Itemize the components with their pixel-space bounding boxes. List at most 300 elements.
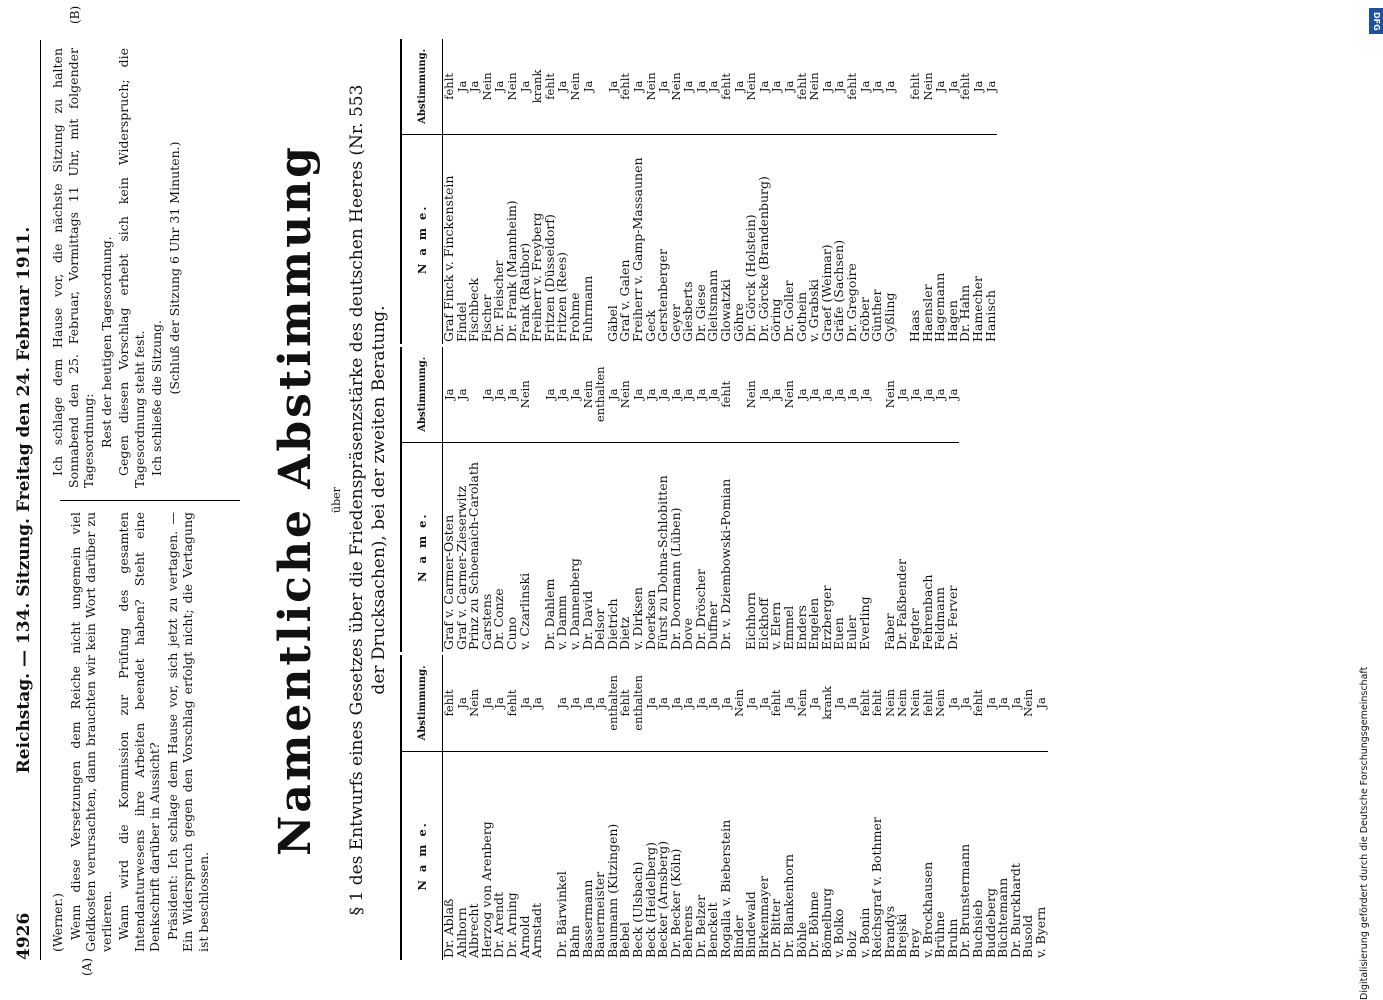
member-name: Gräfe (Sachsen)	[831, 239, 847, 342]
member-vote: Nein	[796, 655, 809, 751]
member-vote: Ja	[657, 347, 670, 442]
paragraph: Gegen diesen Vorschlag erhebt sich kein Widerspruch; die Tagesordnung steht fest.	[116, 48, 147, 488]
member-name: Dr. Arendt	[491, 891, 507, 958]
member-vote: fehlt	[720, 39, 733, 134]
member-vote: fehlt	[619, 655, 632, 751]
member-name: Böhle	[793, 921, 809, 958]
member-name: Bömelburg	[818, 888, 834, 958]
member-vote: Ja	[443, 347, 456, 442]
member-vote: Ja	[758, 655, 771, 751]
vote-header: Abstimmung.	[401, 655, 443, 751]
member-vote: Nein	[619, 347, 632, 442]
member-vote: Ja	[632, 39, 645, 134]
member-name: Brandys	[881, 905, 897, 958]
member-name: Herzog von Arenberg	[478, 821, 494, 958]
member-vote: Ja	[493, 347, 506, 442]
member-vote: Ja	[607, 347, 620, 442]
member-vote: Ja	[645, 655, 658, 751]
member-vote: Ja	[922, 347, 935, 442]
member-name: Benckelt	[705, 902, 721, 958]
member-name: Brühne	[932, 911, 948, 958]
member-vote: enthalten	[607, 655, 620, 751]
member-name: Gerstenberger	[655, 249, 671, 342]
member-vote: fehlt	[619, 39, 632, 134]
member-name: Buddeberg	[982, 887, 998, 958]
section-title: Namentliche Abstimmung	[270, 144, 321, 856]
member-name: Fischer	[478, 294, 494, 342]
member-vote: Ja	[972, 39, 985, 134]
member-name: Dr. Dröscher	[692, 569, 708, 650]
member-vote: Ja	[456, 39, 469, 134]
member-name: Fehrenbach	[919, 574, 935, 650]
vote-row	[934, 655, 947, 960]
column-divider	[60, 500, 240, 501]
member-vote: Ja	[544, 347, 557, 442]
member-vote: Ja	[569, 655, 582, 751]
member-name: Bauermeister	[592, 871, 608, 958]
member-vote: Nein	[934, 655, 947, 751]
member-vote: fehlt	[544, 39, 557, 134]
member-name: Carstens	[478, 593, 494, 650]
member-name: Rogalla v. Bieberstein	[718, 819, 734, 958]
member-vote: enthalten	[632, 655, 645, 751]
member-vote: Nein	[569, 39, 582, 134]
vote-row	[519, 347, 532, 652]
member-vote: Nein	[896, 655, 909, 751]
member-vote: Ja	[909, 347, 922, 442]
member-name: Becker (Arnsberg)	[655, 840, 671, 958]
member-vote: fehlt	[506, 655, 519, 751]
member-name: v. Bonin	[856, 907, 872, 958]
member-name: Dr. Bitter	[768, 898, 784, 958]
member-vote: Ja	[859, 347, 872, 442]
member-name: Dove	[680, 617, 696, 650]
member-vote: Ja	[456, 655, 469, 751]
member-vote: fehlt	[959, 39, 972, 134]
member-name: Fischbeck	[466, 277, 482, 342]
member-name: Dr. Brunstermann	[957, 843, 973, 958]
member-name: Graf v. Carmer-Zieserwitz	[453, 485, 469, 650]
member-vote: Ja	[985, 39, 998, 134]
member-vote: fehlt	[720, 347, 733, 442]
member-name: v. Dannenberg	[566, 558, 582, 650]
member-vote: Ja	[468, 39, 481, 134]
member-name: Göring	[768, 298, 784, 342]
member-name: Dr. Görcke (Brandenburg)	[755, 176, 771, 342]
member-vote: fehlt	[443, 39, 456, 134]
member-vote: Nein	[506, 39, 519, 134]
member-name: Dr. Ablaß	[441, 898, 456, 958]
member-vote: fehlt	[922, 655, 935, 751]
member-vote: Nein	[582, 347, 595, 442]
member-name: Dietrich	[604, 598, 620, 650]
member-name: Dr. Gregoire	[844, 263, 859, 342]
header-rule	[40, 40, 41, 960]
member-name: Dr. Burckhardt	[1007, 863, 1023, 958]
member-name: Haensler	[919, 284, 935, 342]
member-name: Doerksen	[642, 589, 658, 650]
member-name: v. Damm	[554, 595, 570, 650]
member-vote: fehlt	[871, 655, 884, 751]
member-name: v. Czarlinski	[516, 572, 532, 650]
running-title: Reichstag. — 134. Sitzung. Freitag den 24. Februar 1911.	[14, 226, 34, 774]
member-vote: Nein	[519, 347, 532, 442]
member-name: Frohme	[566, 292, 582, 342]
member-name: Dr. Fleischer	[491, 260, 507, 342]
member-name: Hagen	[944, 300, 960, 342]
vote-row	[720, 39, 733, 344]
member-name: Bahn	[566, 925, 582, 958]
member-name: Binder	[730, 915, 746, 958]
member-vote: Nein	[884, 655, 897, 751]
member-vote: Ja	[519, 655, 532, 751]
member-name: Arnstadt	[529, 903, 545, 958]
member-vote: Ja	[1035, 655, 1048, 751]
member-name: Prinz zu Schoenaich-Carolath	[466, 462, 482, 650]
member-name: Enders	[793, 605, 809, 650]
member-vote: Ja	[770, 39, 783, 134]
member-vote: Nein	[922, 39, 935, 134]
paragraph: (Schluß der Sitzung 6 Uhr 31 Minuten.)	[166, 141, 182, 395]
member-vote: Ja	[682, 347, 695, 442]
member-name: Hamecher	[969, 275, 985, 342]
section-ueber: über	[330, 487, 343, 513]
member-vote: Nein	[909, 655, 922, 751]
member-name: Bebel	[617, 922, 633, 958]
member-name: Dietz	[617, 616, 633, 650]
member-name: Findel	[453, 301, 469, 342]
member-name: v. Elern	[768, 601, 784, 650]
member-vote: fehlt	[796, 39, 809, 134]
vote-row	[443, 39, 456, 344]
right-prose-column	[50, 48, 184, 488]
member-vote: Ja	[657, 655, 670, 751]
member-vote: Ja	[871, 39, 884, 134]
vote-header: Abstimmung.	[401, 347, 443, 442]
vote-row	[871, 347, 884, 652]
member-name: Dr. Goller	[781, 280, 797, 342]
member-vote: Ja	[582, 655, 595, 751]
member-name: v. Grabski	[806, 279, 822, 342]
member-name: Graef (Weimar)	[818, 244, 834, 342]
member-vote: Nein	[481, 39, 494, 134]
member-name: Birkenmayer	[755, 876, 771, 958]
member-name: Fürst zu Dohna-Schlobitten	[655, 475, 671, 650]
member-vote: Ja	[846, 347, 859, 442]
member-vote: Ja	[632, 347, 645, 442]
member-name: Brejski	[894, 913, 910, 958]
member-name: Fegter	[906, 608, 922, 650]
member-name: Geyer	[667, 304, 683, 342]
vote-table-2	[400, 347, 959, 652]
member-name: Faber	[881, 613, 897, 650]
member-name: Arnold	[516, 915, 532, 958]
name-header: N a m e.	[401, 134, 443, 344]
name-header: N a m e.	[401, 442, 443, 652]
member-name: Gyßling	[881, 292, 897, 342]
member-vote: Ja	[884, 39, 897, 134]
member-vote: Ja	[745, 655, 758, 751]
member-vote: Ja	[859, 39, 872, 134]
member-name: Albrecht	[466, 903, 482, 958]
member-vote: Nein	[745, 39, 758, 134]
member-vote: Ja	[695, 655, 708, 751]
member-vote: Ja	[657, 39, 670, 134]
member-name: Dr. Becker (Köln)	[667, 848, 683, 958]
member-vote: Ja	[934, 347, 947, 442]
member-vote: Ja	[808, 347, 821, 442]
member-vote: Ja	[947, 39, 960, 134]
vote-row	[594, 39, 607, 344]
vote-row	[1035, 655, 1048, 960]
member-name: Dr. Arning	[503, 892, 519, 958]
member-vote: Ja	[833, 655, 846, 751]
member-vote: Ja	[481, 347, 494, 442]
vote-row	[884, 39, 897, 344]
member-vote: Ja	[821, 39, 834, 134]
member-name: v. Bolko	[831, 908, 847, 958]
member-vote: Ja	[556, 655, 569, 751]
member-name: Dr. Belzer	[692, 894, 708, 958]
member-vote: Ja	[670, 347, 683, 442]
member-vote: Nein	[1022, 655, 1035, 751]
member-vote: Ja	[493, 39, 506, 134]
member-vote: enthalten	[594, 347, 607, 442]
member-name: Fritzen (Rees)	[554, 251, 570, 342]
paragraph: Wann wird die Kommission zur Prüfung des gesamten Intendanturwesens ihre Arbeiten beendet haben? Steht eine Denkschrift darüber in Aussicht?	[116, 512, 162, 952]
member-vote: Nein	[670, 39, 683, 134]
member-name: Brey	[906, 928, 922, 958]
member-name: Emmel	[781, 605, 797, 650]
member-name: Euen	[831, 617, 847, 650]
vote-row	[859, 347, 872, 652]
vote-row	[985, 39, 998, 344]
member-name: Dr. David	[579, 590, 595, 650]
member-name: Gleitsmann	[705, 269, 721, 342]
member-vote: Ja	[519, 39, 532, 134]
member-name: Ahlhorn	[453, 907, 469, 958]
member-vote: Ja	[833, 39, 846, 134]
member-vote: Ja	[707, 39, 720, 134]
member-vote: Ja	[695, 347, 708, 442]
member-vote: Ja	[594, 655, 607, 751]
member-vote: Ja	[531, 655, 544, 751]
member-name: Graf v. Carmer-Osten	[441, 514, 456, 650]
member-vote: krank	[821, 655, 834, 751]
paragraph: Ich schließe die Sitzung.	[149, 319, 164, 476]
member-name: Hanisch	[982, 290, 998, 342]
member-vote: Nein	[808, 39, 821, 134]
paragraph: Ich schlage dem Hause vor, die nächste Sitzung zu halten Sonnabend den 25. Februar, Vormittags 11 Uhr, mit folgender Tagesordnung:	[50, 48, 96, 488]
member-name: Gäbel	[604, 305, 620, 342]
member-vote: Ja	[582, 39, 595, 134]
vote-table-3	[400, 39, 997, 344]
member-vote: Ja	[846, 655, 859, 751]
member-vote: krank	[531, 39, 544, 134]
member-name: Baumann (Kitzingen)	[604, 823, 620, 958]
member-vote: Nein	[468, 655, 481, 751]
margin-mark-a: (A)	[80, 957, 94, 976]
member-vote: Ja	[481, 655, 494, 751]
member-vote: Ja	[607, 39, 620, 134]
paragraph: Präsident: Ich schlage dem Hause vor, sich jetzt zu vertagen. — Ein Widerspruch gegen den Vorschlag erfolgt nicht; die Vertagung ist beschlossen.	[164, 512, 211, 952]
member-vote	[468, 347, 481, 442]
member-name: Dr. Giese	[692, 284, 708, 342]
member-vote: Ja	[997, 655, 1010, 751]
member-vote: Ja	[682, 39, 695, 134]
member-name: Frank (Ratibor)	[516, 242, 532, 342]
margin-mark-b: (B)	[68, 5, 82, 24]
member-name: Geck	[642, 310, 658, 342]
member-vote: fehlt	[909, 39, 922, 134]
vote-row	[783, 655, 796, 960]
member-vote: Ja	[707, 655, 720, 751]
member-vote	[594, 39, 607, 134]
member-vote: Ja	[833, 347, 846, 442]
member-vote: Ja	[947, 347, 960, 442]
member-name: Cuno	[503, 616, 519, 650]
member-vote: Ja	[695, 39, 708, 134]
member-vote: Ja	[707, 347, 720, 442]
member-vote: Ja	[670, 655, 683, 751]
member-vote: Nein	[884, 347, 897, 442]
member-name: Beck (Heidelberg)	[642, 842, 658, 958]
speaker-note: (Werner.)	[50, 893, 65, 952]
member-name: Reichsgraf v. Bothmer	[869, 817, 885, 958]
member-name: Büchtemann	[995, 877, 1011, 958]
member-vote	[531, 347, 544, 442]
member-vote: Ja	[758, 347, 771, 442]
member-vote: Ja	[645, 347, 658, 442]
member-name: Duffner	[705, 601, 721, 650]
member-vote: Ja	[720, 655, 733, 751]
member-vote: Ja	[1010, 655, 1023, 751]
member-name: Dr. Frank (Mannheim)	[503, 200, 519, 342]
member-name: Dr. Blankenhorn	[781, 854, 797, 958]
member-name: Erzberger	[818, 585, 834, 650]
member-vote: Ja	[821, 347, 834, 442]
member-vote: Ja	[934, 39, 947, 134]
section-subtitle: § 1 des Entwurfs eines Gesetzes über die Friedenspräsenzstärke des deutschen Heeres (Nr. 553 der Drucksachen), bei der zweiten Beratung.	[347, 84, 389, 916]
member-vote: Ja	[783, 655, 796, 751]
member-name: Dr. Dahlem	[541, 578, 557, 650]
member-name: Bruhn	[944, 918, 960, 958]
member-name: v. Dirksen	[629, 587, 645, 650]
member-name: Fuhrmann	[579, 275, 595, 342]
member-name: Buchsieb	[969, 899, 985, 958]
page-header	[10, 40, 40, 960]
member-name: Freiherr v. Freyberg	[529, 212, 545, 342]
member-name: Delsor	[592, 608, 608, 650]
dfg-funding-note: Digitalisierung gefördert durch die Deutsche Forschungsgemeinschaft	[1359, 666, 1370, 1000]
member-name: Haas	[906, 309, 922, 342]
vote-row	[531, 655, 544, 960]
member-name: Hagemann	[932, 272, 948, 342]
member-vote: fehlt	[770, 655, 783, 751]
member-name: Gothein	[793, 291, 809, 342]
member-vote: Ja	[456, 347, 469, 442]
member-vote	[871, 347, 884, 442]
member-vote: Nein	[645, 39, 658, 134]
member-name: Gröber	[856, 297, 872, 342]
member-name: Dr. Görck (Holstein)	[743, 214, 759, 342]
member-vote: Ja	[556, 39, 569, 134]
member-name: Dr. v. Dziembowski-Pomian	[718, 478, 734, 650]
paragraph: Rest der heutigen Tagesordnung.	[98, 236, 114, 448]
member-vote: Ja	[758, 39, 771, 134]
member-name: Dr. Hahn	[957, 284, 973, 342]
member-name: Dr. Ferver	[944, 585, 960, 650]
member-name: Giesberts	[680, 281, 696, 342]
vote-row	[720, 347, 733, 652]
member-name: Dr. Faßbender	[894, 558, 910, 650]
member-vote: Ja	[770, 347, 783, 442]
member-name: Busold	[1020, 914, 1036, 958]
member-vote: Ja	[569, 347, 582, 442]
paragraph: Wenn diese Versetzungen dem Reiche nicht ungemein viel Geldkosten verursachten, dann brauchten wir kein Wort darüber zu verlieren.	[67, 512, 114, 952]
member-vote: Ja	[556, 347, 569, 442]
member-name: Graf Finck v. Finckenstein	[441, 175, 456, 342]
member-name: v. Brockhausen	[919, 861, 935, 958]
name-header: N a m e.	[401, 751, 443, 960]
member-vote: Ja	[493, 655, 506, 751]
member-vote: fehlt	[846, 39, 859, 134]
vote-row	[632, 39, 645, 344]
member-name: Bindewald	[743, 891, 759, 958]
vote-row	[934, 39, 947, 344]
member-name: Dr. Doormann (Lüben)	[667, 507, 683, 650]
member-vote: Ja	[947, 655, 960, 751]
member-vote: Ja	[808, 655, 821, 751]
member-name: Euler	[844, 615, 859, 650]
vote-row	[657, 39, 670, 344]
member-vote: Ja	[796, 347, 809, 442]
member-vote: Ja	[783, 39, 796, 134]
left-prose-column	[50, 512, 213, 952]
member-vote: fehlt	[972, 655, 985, 751]
member-name: v. Byern	[1032, 906, 1048, 958]
member-name: Eickhoff	[755, 597, 771, 650]
member-name: Fritzen (Düsseldorf)	[541, 214, 557, 342]
member-vote: Nein	[745, 347, 758, 442]
member-name: Glowatzki	[718, 279, 734, 342]
member-vote: fehlt	[443, 655, 456, 751]
member-name: Beck (Ulsbach)	[629, 861, 645, 958]
member-vote: Ja	[896, 347, 909, 442]
member-name: Dr. Bärwinkel	[554, 871, 570, 958]
vote-row	[582, 39, 595, 344]
vote-table-1	[400, 655, 1048, 960]
member-name: Bassermann	[579, 879, 595, 958]
member-vote: Ja	[682, 655, 695, 751]
member-vote: Ja	[985, 655, 998, 751]
vote-row	[947, 347, 960, 652]
member-name: Behrens	[680, 905, 696, 958]
member-name: Dr. Conze	[491, 588, 507, 650]
page-number: 4926	[14, 912, 34, 960]
member-name: Everling	[856, 596, 872, 650]
member-vote: Nein	[783, 347, 796, 442]
vote-header: Abstimmung.	[401, 39, 443, 134]
member-name: Bolz	[844, 930, 859, 958]
member-vote: Ja	[959, 655, 972, 751]
member-vote: Ja	[733, 39, 746, 134]
member-vote: Nein	[733, 655, 746, 751]
member-name: Feldmann	[932, 587, 948, 650]
dfg-logo: DFG	[1369, 8, 1383, 34]
member-vote: fehlt	[859, 655, 872, 751]
member-name: Graf v. Galen	[617, 259, 633, 342]
